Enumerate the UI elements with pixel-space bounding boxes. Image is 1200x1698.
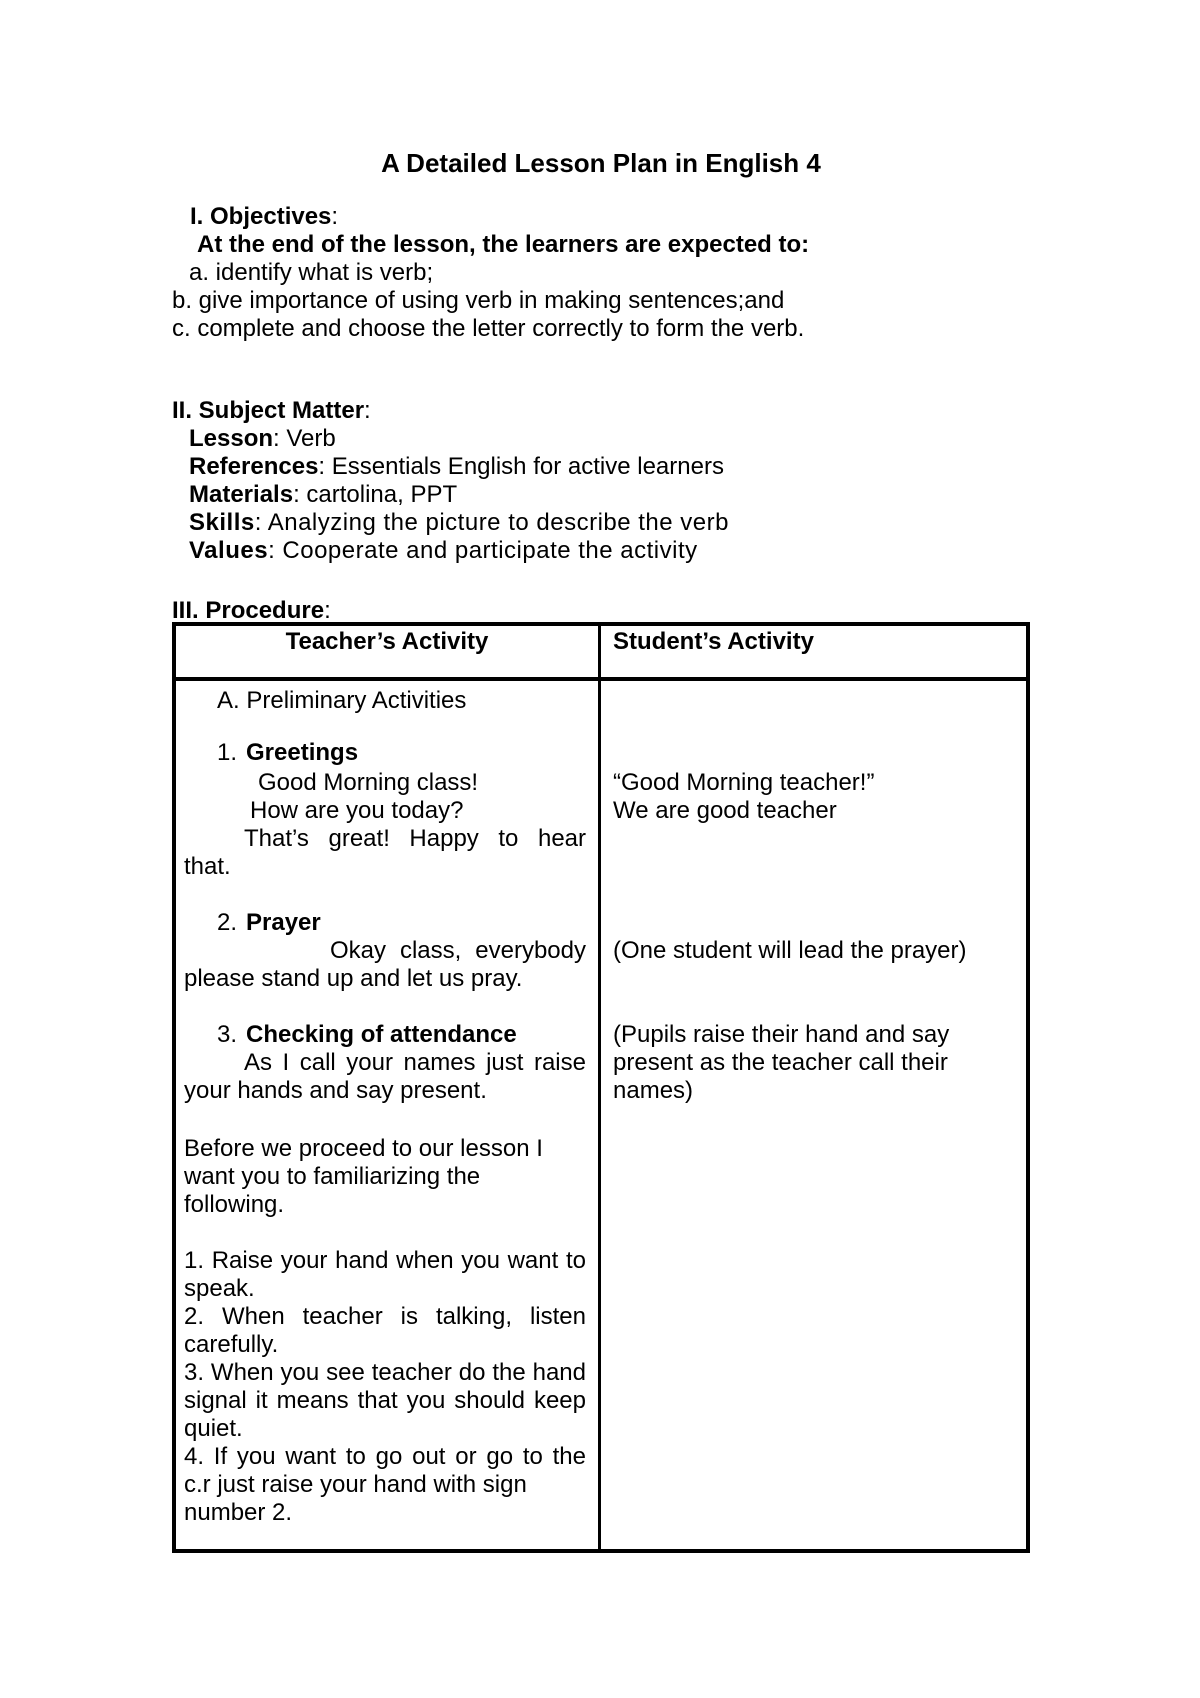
page-content <box>172 0 1030 1553</box>
before-line-2: want you to familiarizing the <box>184 1163 481 1190</box>
rule-4-line-3: number 2. <box>184 1499 293 1526</box>
prayer-label: Prayer <box>246 909 321 936</box>
teacher-activity-cell <box>176 681 601 1549</box>
greetings-label: Greetings <box>246 739 359 766</box>
references-label: References <box>189 453 319 480</box>
rule-4-line-2: c.r just raise your hand with sign <box>184 1471 527 1498</box>
materials-value: : cartolina, PPT <box>293 481 458 508</box>
greeting-reply-2: We are good teacher <box>613 797 837 824</box>
attendance-label: Checking of attendance <box>246 1021 517 1048</box>
objectives-heading-label: I. Objectives <box>190 203 332 230</box>
rule-3-line-3: quiet. <box>184 1415 243 1442</box>
student-activity-header: Student’s Activity <box>613 628 814 655</box>
greetings-title <box>184 739 586 767</box>
procedure-heading <box>172 597 1030 625</box>
rule-3-line-1: 3. When you see teacher do the hand <box>184 1359 586 1386</box>
greeting-line-2: How are you today? <box>250 797 464 824</box>
procedure-table <box>172 622 1030 1553</box>
subject-matter-materials <box>172 481 1030 509</box>
subject-matter-section <box>172 397 1030 565</box>
lesson-label: Lesson <box>189 425 274 452</box>
skills-value: : Analyzing the picture to describe the verb <box>254 509 729 536</box>
rule-2-line-1: 2. When teacher is talking, listen <box>184 1303 586 1330</box>
attendance-title <box>184 1021 586 1049</box>
procedure-heading-colon: : <box>324 597 331 624</box>
references-value: : Essentials English for active learners <box>318 453 724 480</box>
before-line-3: following. <box>184 1191 285 1218</box>
teacher-activity-header: Teacher’s Activity <box>176 626 601 677</box>
attendance-reply-2: present as the teacher call their <box>613 1049 948 1076</box>
subject-matter-skills <box>172 509 1030 537</box>
greeting-line-1: Good Morning class! <box>258 769 479 796</box>
rule-3-line-2: signal it means that you should keep <box>184 1387 586 1414</box>
materials-label: Materials <box>189 481 294 508</box>
prayer-line-1: Okay class, everybody <box>330 937 586 964</box>
attendance-number: 3. <box>217 1021 238 1048</box>
rule-1-line-2: speak. <box>184 1275 255 1302</box>
subject-matter-heading-label: II. Subject Matter <box>172 397 365 424</box>
subject-matter-references <box>172 453 1030 481</box>
page-title: A Detailed Lesson Plan in English 4 <box>381 148 821 178</box>
greeting-reply-1: “Good Morning teacher!” <box>613 769 875 796</box>
student-activity-cell <box>601 681 1026 1549</box>
rule-1-line-1: 1. Raise your hand when you want to <box>184 1247 586 1274</box>
objectives-heading-colon: : <box>331 203 339 230</box>
attendance-reply-1: (Pupils raise their hand and say <box>613 1021 950 1048</box>
values-label: Values <box>189 537 269 564</box>
attendance-line-1: As I call your names just raise <box>244 1049 586 1076</box>
objective-item-a: a. identify what is verb; <box>189 259 434 286</box>
greetings-number: 1. <box>217 739 238 766</box>
attendance-line-2: your hands and say present. <box>184 1077 487 1104</box>
subject-matter-heading <box>172 397 1030 425</box>
values-value: : Cooperate and participate the activity <box>268 537 698 564</box>
subject-matter-values <box>172 537 1030 565</box>
subject-matter-lesson <box>172 425 1030 453</box>
rule-2-line-2: carefully. <box>184 1331 279 1358</box>
objective-item-b: b. give importance of using verb in making sentences;and <box>172 287 785 314</box>
procedure-heading-label: III. Procedure <box>172 597 325 624</box>
prayer-reply: (One student will lead the prayer) <box>613 937 967 964</box>
skills-label: Skills <box>189 509 255 536</box>
lesson-value: : Verb <box>273 425 336 452</box>
attendance-reply-3: names) <box>613 1077 694 1104</box>
objectives-heading <box>172 203 1030 231</box>
prayer-line-2: please stand up and let us pray. <box>184 965 523 992</box>
greeting-line-3: That’s great! Happy to hear <box>244 825 586 852</box>
prayer-title <box>184 909 586 937</box>
subject-matter-heading-colon: : <box>364 397 371 424</box>
objectives-intro: At the end of the lesson, the learners are expected to: <box>197 231 810 258</box>
rule-4-line-1: 4. If you want to go out or go to the <box>184 1443 586 1470</box>
before-line-1: Before we proceed to our lesson I <box>184 1135 543 1162</box>
procedure-table-body-row <box>176 681 1026 1549</box>
greeting-line-4: that. <box>184 853 231 880</box>
procedure-table-header-row <box>176 626 1026 681</box>
prayer-number: 2. <box>217 909 238 936</box>
preliminary-activities-line: A. Preliminary Activities <box>217 687 467 714</box>
objective-item-c: c. complete and choose the letter correctly to form the verb. <box>172 315 805 342</box>
